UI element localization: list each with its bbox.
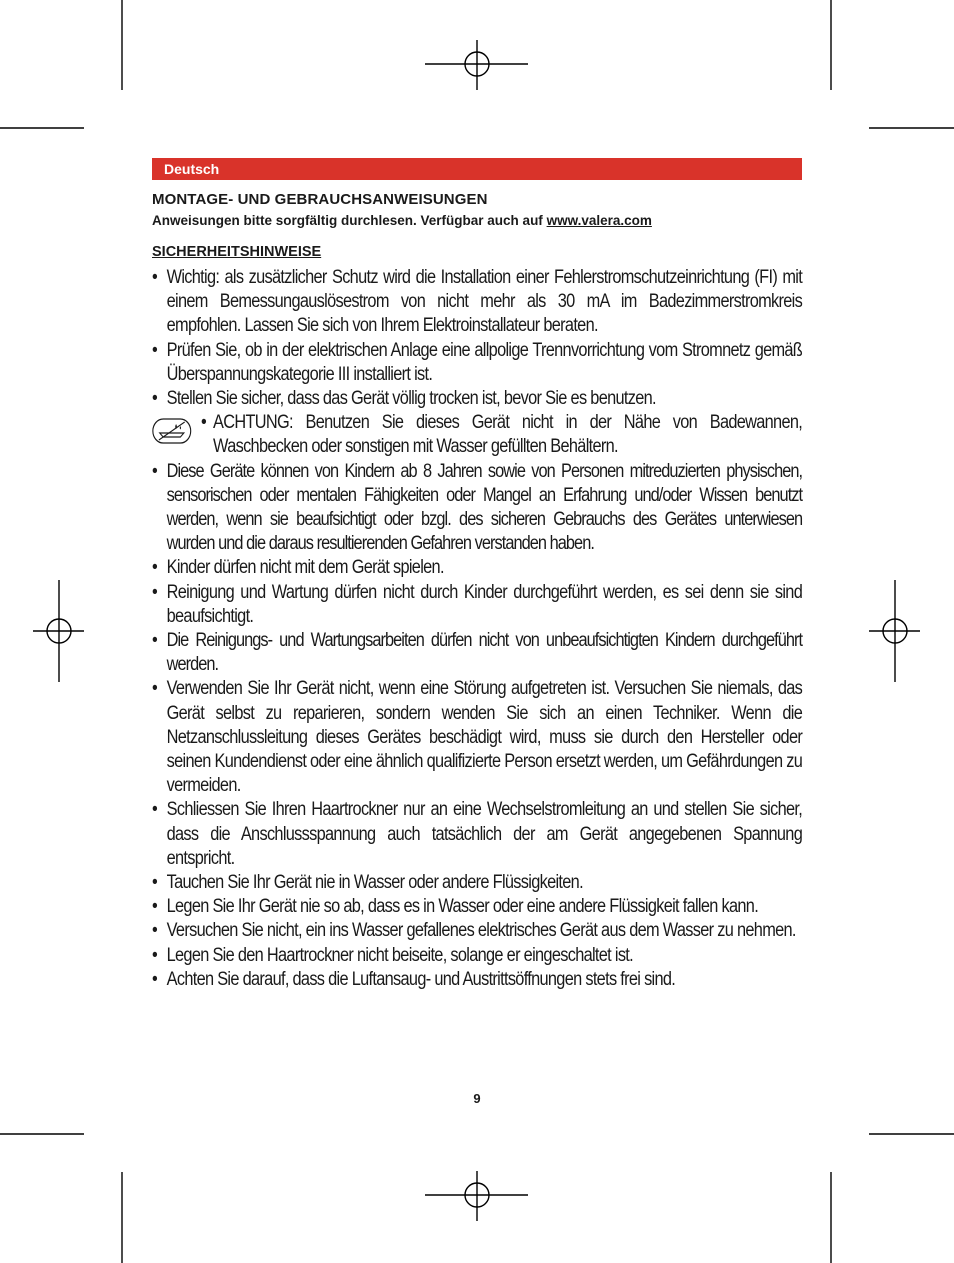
list-item: • Achten Sie darauf, dass die Luftansaug- und Austrittsöffnungen stets frei sind. [152, 968, 802, 992]
list-item: • Versuchen Sie nicht, ein ins Wasser gefallenes elektrisches Gerät aus dem Wasser zu nehmen. [152, 919, 802, 943]
list-item: • Reinigung und Wartung dürfen nicht durch Kinder durchgeführt werden, es sei denn sie sind beaufsichtigt. [152, 581, 802, 629]
list-item: • Verwenden Sie Ihr Gerät nicht, wenn eine Störung aufgetreten ist. Versuchen Sie niemals, das Gerät selbst zu reparieren, sondern wenden Sie sich an einen Techniker. Wenn die Netzanschlussleitung dieses Gerätes beschädigt wird, muss sie durch den Hersteller oder seinen Kundendienst oder eine ähnlich qualifizierte Person ersetzt werden, um Gefährdungen zu vermeiden. [152, 677, 802, 798]
list-item: • Legen Sie Ihr Gerät nie so ab, dass es in Wasser oder eine andere Flüssigkeit fallen kann. [152, 895, 802, 919]
no-water-bath-warning-icon [152, 418, 192, 444]
subtitle-text: Anweisungen bitte sorgfältig durchlesen. Verfügbar auch auf [152, 213, 543, 228]
registration-mark-top [425, 40, 528, 90]
registration-mark-bottom [425, 1171, 528, 1221]
list-item: • Tauchen Sie Ihr Gerät nie in Wasser oder andere Flüssigkeiten. [152, 871, 802, 895]
list-item: • Stellen Sie sicher, dass das Gerät völlig trocken ist, bevor Sie es benutzen. [152, 387, 802, 411]
list-item: • Schliessen Sie Ihren Haartrockner nur an eine Wechselstromleitung an und stellen Sie sicher, dass die Anschlussspannung auch tatsächlich der am Gerät angegebenen Spannung entspricht. [152, 798, 802, 871]
registration-mark-left [33, 580, 84, 682]
list-item: • Legen Sie den Haartrockner nicht beiseite, solange er eingeschaltet ist. [152, 944, 802, 968]
warning-item [152, 411, 802, 459]
registration-mark-right [869, 580, 920, 682]
language-bar: Deutsch [152, 158, 802, 180]
website-link[interactable]: www.valera.com [546, 213, 652, 228]
list-item: • Wichtig: als zusätzlicher Schutz wird die Installation einer Fehlerstromschutzeinrichtung (FI) mit einem Bemessungauslösestrom von nicht mehr als 30 mA im Badezimmerstromkreis empfohlen. Lassen Sie sich von Ihrem Elektroinstallateur beraten. [152, 266, 802, 339]
warning-item-text: ACHTUNG: Benutzen Sie dieses Gerät nicht in der Nähe von Badewannen, Waschbecken oder sonstigen mit Wasser gefüllten Behältern. [213, 412, 803, 458]
list-item: • Die Reinigungs- und Wartungsarbeiten dürfen nicht von unbeaufsichtigten Kindern durchgeführt werden. [152, 629, 802, 677]
list-item: • Diese Geräte können von Kindern ab 8 Jahren sowie von Personen mitreduzierten physischen, sensorischen oder mentalen Fähigkeiten oder Mangel an Erfahrung und/oder Wissen benutzt werden, wenn sie beaufsichtigt oder bzgl. des sicheren Gebrauchs des Gerätes unterwiesen wurden und die daraus resultierenden Gefahren verstanden haben. [152, 460, 802, 557]
page-title: MONTAGE- UND GEBRAUCHSANWEISUNGEN [152, 191, 488, 208]
list-item: • Kinder dürfen nicht mit dem Gerät spielen. [152, 556, 802, 580]
list-item: • Prüfen Sie, ob in der elektrischen Anlage eine allpolige Trennvorrichtung vom Stromnetz gemäß Überspannungskategorie III installiert ist. [152, 339, 802, 387]
safety-list [152, 266, 802, 992]
safety-heading: SICHERHEITSHINWEISE [152, 244, 322, 260]
instructions-subtitle [152, 213, 652, 228]
page-number: 9 [473, 1091, 481, 1106]
